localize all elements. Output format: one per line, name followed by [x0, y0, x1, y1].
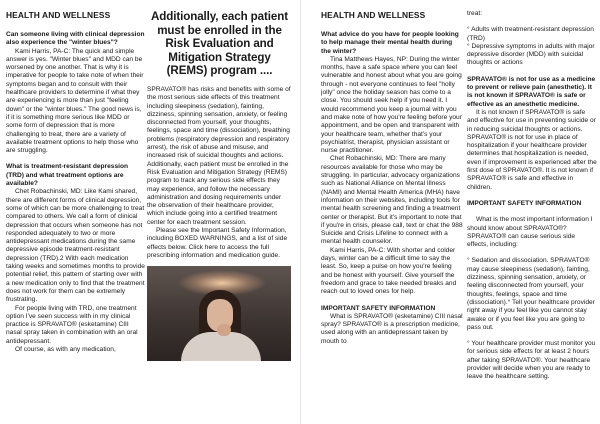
paragraph: ° Your healthcare provider must monitor you for serious side effects for at least 2 hours after taking SPRAVATO®. Your healthcare provider will decide when you are ready to leave the healthcare setting. — [467, 340, 596, 381]
paragraph: Kami Harris, PA-C: The quick and simple answer is yes. "Winter blues" and MDD can be worsened by one another. That is why it is imperative for people to take note of when their symptoms began and to consult with their healthcare providers to determine if what they are experiencing is more than just "feeling down" or the "winter blues." The good news is, if it is something more serious like MDD or some form of depression that is more challenging to treat, there are a variety of available treatment options to help those who are struggling. — [6, 47, 144, 155]
paragraph: IMPORTANT SAFETY INFORMATION — [321, 304, 436, 312]
paragraph: Tina Matthews Hayes, NP: During the winter months, have a safe space where you can feel vulnerable and honest about what you are going through - not everyone continues to feel "holly jolly" once the holiday season has come to a close. You should seek help if you need it. I would recommend you keep a journal with you and make note of how you're feeling before your appointment, and be open and transparent with your healthcare team, whether that's your psychiatrist, therapist, physician assistant or nurse practitioner. — [321, 55, 462, 155]
left-column-1 — [6, 10, 146, 424]
paragraph: Chet Robachinski, MD: There are many resources available for those who may be struggling. In particular, advocacy organizations such as National Alliance on Mental Illness (NAMI) and Mental Health America (MHA) have information on their websites, including tools for mental health screening and finding a treatment center or therapist. But it's important to note that if you're in crisis, please call, text or chat the 988 Suicide and Crisis Lifeline to connect with a mental health counselor. — [321, 155, 463, 246]
right-column-1 — [321, 10, 463, 424]
paragraph: Of course, as with any medication, — [15, 345, 116, 353]
paragraph: ° Sedation and dissociation. SPRAVATO® may cause sleepiness (sedation), fainting, dizziness, spinning sensation, anxiety, or feeling disconnected from yourself, your thoughts, feelings, space and time (dissociation).° Tell your healthcare provider right away if you feel like you cannot stay awake or if you feel like you are going to pass out. — [467, 257, 595, 331]
section-header: HEALTH AND WELLNESS — [6, 10, 111, 20]
paragraph: Chet Robachinski, MD: Like Kami shared, there are different forms of clinical depression, some of which can be more challenging to treat compared to others. We call a form of clinical depression that occurs when someone has not responded adequately to two or more antidepressant medications during the same depressive episode treatment-resistant depression (TRD).2 With each medication taking weeks and sometimes months to provide potential relief, this pattern of starting over with a new medication only to find that the treatment does not work for them can be extremely frustrating. — [6, 188, 145, 304]
paragraph: What is SPRAVATO® (esketamine) CIII nasal spray? SPRAVATO® is a prescription medicine, used along with an antidepressant taken by mouth to — [321, 312, 463, 345]
paragraph: Can someone living with clinical depression also experience the "winter blues"? — [6, 31, 145, 47]
paragraph: Kami Harris, PA-C: With shorter and colder days, winter can be a difficult time to say the least. So, keep a pulse on how you're feeling and be honest with yourself. Give yourself the freedom and grace to take needed breaks and reach out to loved ones for help. — [321, 246, 457, 296]
article-pull-quote: Additionally, each patient must be enrolled in the Risk Evaluation and Mitigation Strategy (REMS) program .... — [151, 10, 288, 78]
paragraph: IMPORTANT SAFETY INFORMATION — [467, 199, 582, 207]
paragraph: ° Adults with treatment-resistant depression (TRD) — [467, 26, 594, 42]
right-column-2-body — [467, 10, 597, 382]
paragraph: What is treatment-resistant depression (TRD) and what treatment options are available? — [6, 163, 129, 188]
left-column-2-body — [147, 86, 292, 260]
paragraph: SPRAVATO® has risks and benefits with some of the most serious side effects of this treatment including sleepiness (sedation), fainting, dizziness, spinning sensation, anxiety, or feeling disconnected from yourself, your thoughts, feelings, space and time (dissociation), breathing problems (respiratory depression and respiratory arrest), the risk of abuse and misuse, and increased risk of suicidal thoughts and actions. Additionally, each patient must be enrolled in the Risk Evaluation and Mitigation Strategy (REMS) program to track any serious side effects they may experience, and follow the necessary administration and dosing requirements under the observation of their healthcare provider, which include going into a certified treatment center for each treatment session. — [147, 85, 291, 226]
paragraph: For people living with TRD, one treatment option I've seen success with in my clinical practice is SPRAVATO® (esketamine) CIII nasal spray taken in combination with an oral antidepressant. — [6, 304, 138, 345]
left-column-2 — [147, 10, 292, 424]
paragraph: What advice do you have for people looking to help manage their mental health during the winter? — [321, 31, 459, 55]
paragraph: Please see the Important Safety Information, including BOXED WARNINGS, and a list of side effects below. Click here to access the full prescribing information and medication guide. — [147, 227, 288, 259]
section-header: HEALTH AND WELLNESS — [321, 10, 426, 20]
right-column-2 — [467, 10, 597, 424]
paragraph: What is the most important information I should know about SPRAVATO®? SPRAVATO® can cause serious side effects, including: — [467, 216, 593, 249]
right-column-1-body — [321, 31, 463, 346]
paragraph: ° Depressive symptoms in adults with major depressive disorder (MDD) with suicidal thoughts or actions — [467, 42, 595, 67]
paragraph: SPRAVATO® is not for use as a medicine to prevent or relieve pain (anesthetic). It is not known if SPRAVATO® is safe or effective as an anesthetic medicine. — [467, 75, 596, 108]
paragraph: treat: — [467, 10, 483, 17]
woman-by-window-photo — [147, 266, 291, 361]
paragraph: It is not known if SPRAVATO® is safe and effective for use in preventing suicide or in reducing suicidal thoughts or actions. SPRAVATO® is not for use in place of hospitalization if your healthcare provider determines that hospitalization is needed, even if improvement is experienced after the first dose of SPRAVATO®. It is not known if SPRAVATO® is safe and effective in children. — [467, 108, 597, 191]
right-page — [300, 0, 600, 424]
left-column-1-body — [6, 31, 146, 354]
